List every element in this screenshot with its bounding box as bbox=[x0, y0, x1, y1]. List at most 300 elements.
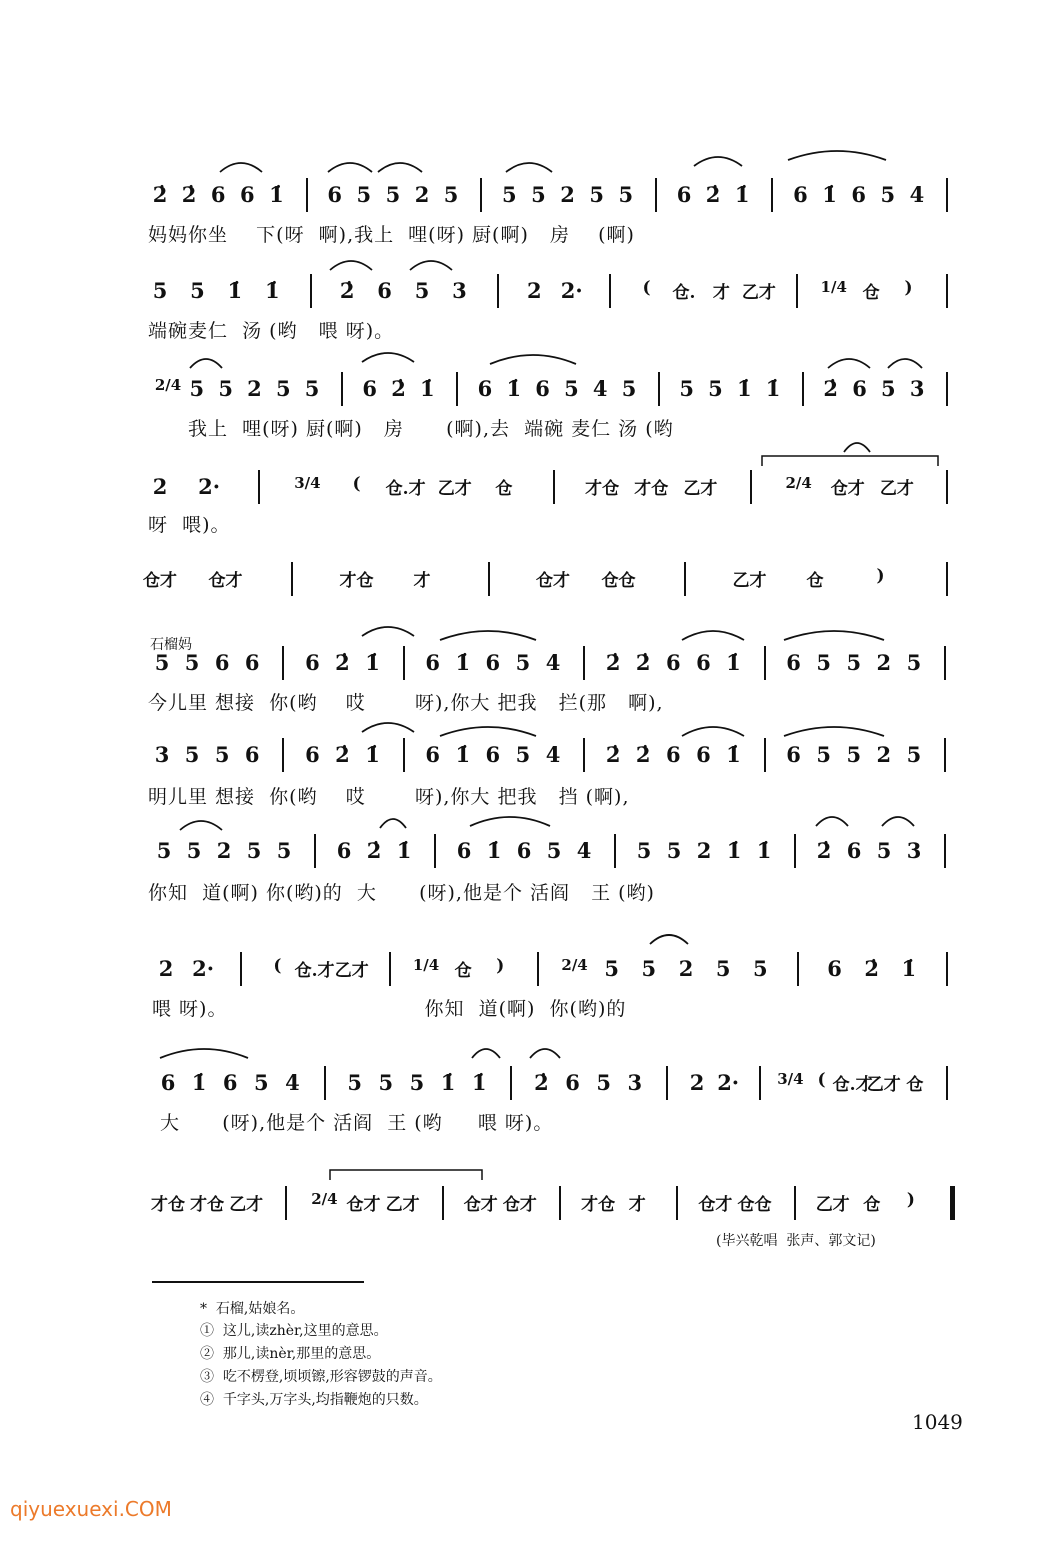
score-note: 6 bbox=[852, 376, 867, 401]
score-note: 2 bbox=[526, 278, 542, 303]
score-note: 1̇ bbox=[726, 742, 741, 767]
score-note: 2̇ bbox=[534, 1070, 549, 1095]
score-note: 6 bbox=[827, 956, 842, 981]
score-note: 5 bbox=[184, 650, 200, 675]
score-note: 仓 bbox=[906, 1075, 924, 1095]
score-note: 6 bbox=[516, 838, 532, 863]
watermark-logo: qiyuexuexi.COM bbox=[10, 1497, 172, 1521]
barline bbox=[946, 952, 948, 986]
score-note: 2 bbox=[216, 838, 232, 863]
score-note: 6 bbox=[786, 650, 801, 675]
slur-arc bbox=[816, 817, 848, 826]
barline bbox=[282, 738, 284, 772]
score-note: 仓.才 bbox=[385, 479, 426, 499]
lyric-line: 大 (呀),他是个 活阎 王 (哟 喂 呀)。 bbox=[160, 1112, 554, 1134]
barline bbox=[609, 274, 611, 308]
score-note: 仓才 bbox=[830, 479, 865, 499]
lyric-line: 呀 喂)。 bbox=[148, 514, 231, 536]
score-note: 5 bbox=[752, 956, 768, 981]
score-note: 5 bbox=[385, 182, 401, 207]
performer-credit: (毕兴乾唱 张声、郭文记) bbox=[716, 1233, 876, 1249]
score-note: 2̇ bbox=[339, 278, 355, 303]
score-note: 仓 bbox=[454, 961, 472, 981]
barline bbox=[559, 1186, 561, 1220]
barline bbox=[442, 1186, 444, 1220]
score-note: 才仓 bbox=[581, 1195, 616, 1215]
barline bbox=[403, 646, 405, 680]
score-note: 乙才 bbox=[229, 1195, 264, 1215]
page-number: 1049 bbox=[912, 1410, 963, 1434]
barline bbox=[403, 738, 405, 772]
barline bbox=[797, 952, 799, 986]
score-note: 仓才 bbox=[143, 571, 177, 591]
slur-arc bbox=[410, 261, 452, 270]
score-note: 2 bbox=[152, 474, 168, 499]
barline bbox=[510, 1066, 512, 1100]
barline bbox=[324, 1066, 326, 1100]
score-note: 6 bbox=[210, 182, 226, 207]
score-note: 仓.才 bbox=[832, 1075, 873, 1095]
score-note: 5 bbox=[254, 1070, 269, 1095]
score-note: 2/4 bbox=[785, 474, 812, 492]
score-note: 2̇ bbox=[605, 742, 621, 767]
slur-arc bbox=[788, 151, 886, 160]
score-note: 仓才 bbox=[698, 1195, 733, 1215]
score-note: 2· bbox=[198, 474, 221, 499]
score-note: 才 bbox=[413, 571, 431, 591]
slur-arc bbox=[362, 627, 414, 636]
score-note: 5 bbox=[846, 742, 862, 767]
barline bbox=[944, 738, 946, 772]
score-note: 才仓 bbox=[634, 479, 669, 499]
barline bbox=[456, 372, 458, 406]
score-note: 4 bbox=[545, 650, 561, 675]
score-note: 乙才 bbox=[334, 961, 369, 981]
score-note: 2̇ bbox=[635, 650, 651, 675]
score-note: 1̇ bbox=[440, 1070, 456, 1095]
barline bbox=[537, 952, 539, 986]
score-note: 1̇ bbox=[420, 376, 435, 401]
score-note: 5 bbox=[190, 278, 205, 303]
score-note: 6 bbox=[160, 1070, 176, 1095]
score-note: 1/4 bbox=[820, 278, 847, 296]
barline bbox=[764, 738, 766, 772]
score-note: 5 bbox=[846, 650, 862, 675]
score-note: 5 bbox=[156, 838, 172, 863]
score-note: ( bbox=[817, 1070, 826, 1090]
score-note: 5 bbox=[679, 376, 694, 401]
score-note: 才 bbox=[628, 1195, 646, 1215]
score-note: 1̇ bbox=[455, 742, 471, 767]
score-note: ( bbox=[273, 956, 282, 976]
score-note: 1̇ bbox=[486, 838, 502, 863]
barline bbox=[434, 834, 436, 868]
score-note: 2̇ bbox=[823, 376, 839, 401]
slur-arc bbox=[682, 727, 744, 736]
score-note: 6 bbox=[240, 182, 255, 207]
score-note: 2̇ bbox=[391, 376, 406, 401]
score-note: 5 bbox=[715, 956, 731, 981]
slur-arc bbox=[784, 727, 884, 736]
barline bbox=[684, 562, 686, 596]
score-note: 2 bbox=[158, 956, 174, 981]
lyric-line: 我上 哩(呀) 厨(啊) 房 (啊),去 端碗 麦仁 汤 (哟 bbox=[188, 418, 674, 440]
score-note: 5 bbox=[378, 1070, 394, 1095]
score-note: 1̇ bbox=[726, 650, 741, 675]
score-note: 4 bbox=[576, 838, 592, 863]
slur-arc bbox=[888, 359, 922, 368]
score-note: 5 bbox=[531, 182, 546, 207]
barline bbox=[759, 1066, 761, 1100]
score-note: 1̇ bbox=[455, 650, 471, 675]
score-note: 6 bbox=[477, 376, 493, 401]
barline bbox=[946, 1066, 948, 1100]
score-note: 2 bbox=[876, 742, 892, 767]
score-note: 1̇ bbox=[756, 838, 772, 863]
barline bbox=[946, 178, 948, 212]
score-note: 3 bbox=[906, 838, 922, 863]
barline bbox=[802, 372, 804, 406]
score-note: 4 bbox=[545, 742, 561, 767]
score-note: 乙才 bbox=[385, 1195, 420, 1215]
score-note: 6 bbox=[327, 182, 342, 207]
score-note: 6 bbox=[456, 838, 472, 863]
slur-arc bbox=[180, 821, 222, 830]
lyric-line: 端碗麦仁 汤 (哟 喂 呀)。 bbox=[148, 320, 395, 342]
score-note: 1̇ bbox=[191, 1070, 207, 1095]
barline bbox=[794, 1186, 796, 1220]
slur-arc bbox=[694, 157, 742, 166]
score-note: 2· bbox=[192, 956, 215, 981]
score-note: 3 bbox=[452, 278, 467, 303]
score-note: 仓仓 bbox=[601, 571, 636, 591]
score-note: 2 bbox=[696, 838, 712, 863]
barline bbox=[750, 470, 752, 504]
score-note: 2̇ bbox=[152, 182, 168, 207]
score-note: 6 bbox=[786, 742, 801, 767]
score-note: 仓才 bbox=[536, 571, 570, 591]
score-note: 6 bbox=[485, 742, 501, 767]
score-note: 5 bbox=[275, 376, 291, 401]
score-note: 仓 bbox=[806, 571, 824, 591]
score-note: 5 bbox=[409, 1070, 425, 1095]
slur-arc bbox=[378, 163, 422, 172]
score-note: 2/4 bbox=[154, 376, 182, 394]
score-note: 2 bbox=[689, 1070, 705, 1095]
score-note: 2̇ bbox=[864, 956, 880, 981]
barline bbox=[658, 372, 660, 406]
score-note: 乙才 bbox=[437, 479, 472, 499]
score-note: 5 bbox=[276, 838, 292, 863]
barline bbox=[306, 178, 308, 212]
score-note: 6 bbox=[696, 742, 711, 767]
score-note: 5 bbox=[154, 650, 170, 675]
score-note: 3 bbox=[909, 376, 925, 401]
barline bbox=[310, 274, 312, 308]
repeat-bracket bbox=[762, 456, 938, 466]
score-note: 才仓 bbox=[190, 1195, 225, 1215]
score-note: 乙才 bbox=[683, 479, 718, 499]
slur-arc bbox=[330, 261, 372, 270]
score-note: 才 bbox=[712, 283, 730, 303]
slur-arc bbox=[650, 935, 688, 944]
lyric-line: 你知 道(啊) 你(哟)的 大 (呀),他是个 活阎 王 (哟) bbox=[148, 882, 655, 904]
score-note: 才仓 bbox=[339, 571, 374, 591]
slur-arc bbox=[470, 817, 550, 826]
score-note: 2̇ bbox=[181, 182, 197, 207]
score-note: 才仓 bbox=[151, 1195, 185, 1215]
score-note: 5 bbox=[443, 182, 459, 207]
barline bbox=[614, 834, 616, 868]
lyric-line: 妈妈你坐 下(呀 啊),我上 哩(呀) 厨(啊) 房 (啊) bbox=[148, 224, 635, 246]
score-note: 仓才 bbox=[208, 571, 243, 591]
score-note: 2 bbox=[560, 182, 575, 207]
score-note: 6 bbox=[793, 182, 808, 207]
score-note: 1̇ bbox=[269, 182, 284, 207]
score-note: 2̇ bbox=[605, 650, 621, 675]
score-note: 1̇ bbox=[365, 650, 380, 675]
barline bbox=[258, 470, 260, 504]
score-note: 6 bbox=[565, 1070, 580, 1095]
footnote-item: * 石榴,姑娘名。 bbox=[200, 1301, 305, 1317]
score-note: 6 bbox=[696, 650, 711, 675]
score-note: 5 bbox=[641, 956, 657, 981]
score-note: ( bbox=[642, 278, 651, 298]
barline bbox=[666, 1066, 668, 1100]
footnote-item: ② 那儿,读nèr,那里的意思。 bbox=[200, 1346, 381, 1362]
score-note: 5 bbox=[546, 838, 562, 863]
barline bbox=[480, 178, 482, 212]
score-note: 5 bbox=[708, 376, 723, 401]
score-note: 6 bbox=[676, 182, 692, 207]
barline bbox=[946, 562, 948, 596]
barline bbox=[796, 274, 798, 308]
score-note: 6 bbox=[336, 838, 352, 863]
score-note: 5 bbox=[596, 1070, 611, 1095]
score-note: 1̇ bbox=[822, 182, 837, 207]
score-note: 5 bbox=[636, 838, 652, 863]
slur-arc bbox=[882, 817, 914, 826]
score-note: 仓才 bbox=[346, 1195, 381, 1215]
barline bbox=[285, 1186, 287, 1220]
score-note: 5 bbox=[218, 376, 233, 401]
slur-arc bbox=[682, 631, 744, 640]
score-note: 1̇ bbox=[227, 278, 243, 303]
footnote-item: ④ 千字头,万字头,均指鞭炮的只数。 bbox=[200, 1392, 428, 1408]
score-note: 3/4 bbox=[294, 474, 321, 492]
barline bbox=[497, 274, 499, 308]
slur-arc bbox=[490, 355, 576, 364]
score-note: 6 bbox=[846, 838, 862, 863]
score-note: 1̇ bbox=[726, 838, 742, 863]
barline bbox=[583, 646, 585, 680]
score-note: 6 bbox=[425, 650, 440, 675]
score-note: 2̇ bbox=[335, 650, 350, 675]
score-note: 5 bbox=[189, 376, 205, 401]
score-note: 1̇ bbox=[365, 742, 380, 767]
score-note: 5 bbox=[564, 376, 579, 401]
score-note: 5 bbox=[356, 182, 372, 207]
score-note: ( bbox=[352, 474, 361, 494]
barline bbox=[946, 470, 948, 504]
slur-arc bbox=[784, 631, 884, 640]
score-note: ) bbox=[906, 1190, 915, 1210]
score-note: 5 bbox=[347, 1070, 363, 1095]
score-note: 5 bbox=[152, 278, 168, 303]
slur-arc bbox=[440, 631, 536, 640]
score-note: 6 bbox=[377, 278, 392, 303]
score-note: 6 bbox=[244, 742, 260, 767]
score-note: 6 bbox=[665, 742, 681, 767]
score-note: 3/4 bbox=[777, 1070, 804, 1088]
lyric-line: 今儿里 想接 你(哟 哎 呀),你大 把我 拦(那 啊), bbox=[148, 692, 664, 714]
score-note: 5 bbox=[184, 742, 200, 767]
score-note: 5 bbox=[246, 838, 262, 863]
barline bbox=[676, 1186, 678, 1220]
score-note: 2· bbox=[717, 1070, 740, 1095]
barline bbox=[946, 274, 948, 308]
barline bbox=[291, 562, 293, 596]
score-note: 乙才 bbox=[866, 1075, 901, 1095]
score-note: ) bbox=[904, 278, 913, 298]
barline bbox=[794, 834, 796, 868]
score-note: 仓 bbox=[862, 283, 880, 303]
slur-arc bbox=[828, 359, 870, 368]
barline bbox=[944, 646, 946, 680]
score-note: 乙才 bbox=[741, 283, 776, 303]
score-note: 5 bbox=[618, 182, 634, 207]
score-note: ) bbox=[876, 566, 885, 586]
score-note: 6 bbox=[485, 650, 501, 675]
barline bbox=[583, 738, 585, 772]
slur-arc bbox=[844, 443, 870, 452]
final-barline bbox=[950, 1186, 955, 1220]
slur-arc bbox=[506, 163, 552, 172]
score-note: 1/4 bbox=[412, 956, 440, 974]
score-note: 1̇ bbox=[396, 838, 412, 863]
score-note: 5 bbox=[876, 838, 892, 863]
score-note: 2̇ bbox=[335, 742, 350, 767]
score-note: 乙才 bbox=[879, 479, 914, 499]
repeat-bracket bbox=[330, 1170, 482, 1180]
speaker-label: 石榴妈 bbox=[150, 637, 192, 653]
slur-arc bbox=[530, 1049, 560, 1058]
lyric-line: 明儿里 想接 你(哟 哎 呀),你大 把我 挡 (啊), bbox=[148, 786, 630, 808]
score-note: 6 bbox=[305, 650, 320, 675]
barline bbox=[944, 834, 946, 868]
slur-arc bbox=[160, 1049, 248, 1058]
slur-arc bbox=[362, 353, 414, 362]
score-note: 2̇ bbox=[816, 838, 832, 863]
score-note: 1̇ bbox=[765, 376, 781, 401]
score-note: 5 bbox=[502, 182, 517, 207]
score-note: 6 bbox=[425, 742, 440, 767]
footnote-rule bbox=[152, 1281, 364, 1283]
score-note: 5 bbox=[589, 182, 604, 207]
score-note: 1̇ bbox=[471, 1070, 487, 1095]
score-note: 5 bbox=[621, 376, 637, 401]
score-note: 6 bbox=[362, 376, 378, 401]
score-note: 5 bbox=[186, 838, 202, 863]
slur-arc bbox=[328, 163, 372, 172]
score-note: 2 bbox=[876, 650, 892, 675]
score-note: 仓才 bbox=[463, 1195, 498, 1215]
score-note: 5 bbox=[816, 650, 831, 675]
score-note: 6 bbox=[214, 650, 230, 675]
barline bbox=[771, 178, 773, 212]
footnote-item: ① 这儿,读zhèr,这里的意思。 bbox=[200, 1323, 388, 1339]
score-note: 2 bbox=[414, 182, 430, 207]
barline bbox=[389, 952, 391, 986]
score-note: 5 bbox=[880, 182, 896, 207]
score-note: 2 bbox=[247, 376, 262, 401]
score-note: 5 bbox=[515, 650, 531, 675]
score-note: 1̇ bbox=[736, 376, 752, 401]
score-note: 乙才 bbox=[732, 571, 767, 591]
score-note: 6 bbox=[222, 1070, 238, 1095]
score-note: ) bbox=[496, 956, 505, 976]
score-note: 1̇ bbox=[264, 278, 280, 303]
score-note: 1̇ bbox=[734, 182, 750, 207]
score-note: 2/4 bbox=[311, 1190, 338, 1208]
score-note: 仓. bbox=[672, 283, 696, 303]
score-note: 6 bbox=[305, 742, 320, 767]
score-note: 2̇ bbox=[705, 182, 721, 207]
barline bbox=[282, 646, 284, 680]
score-note: 仓.才 bbox=[294, 961, 335, 981]
barline bbox=[655, 178, 657, 212]
slur-arc bbox=[472, 1049, 500, 1058]
score-note: 仓 bbox=[495, 479, 513, 499]
score-note: 6 bbox=[665, 650, 681, 675]
score-note: 1̇ bbox=[506, 376, 522, 401]
score-note: 4 bbox=[909, 182, 925, 207]
score-note: 5 bbox=[304, 376, 320, 401]
score-note: 5 bbox=[604, 956, 620, 981]
score-note: 2/4 bbox=[561, 956, 588, 974]
score-note: 2̇ bbox=[635, 742, 651, 767]
barline bbox=[314, 834, 316, 868]
score-note: 5 bbox=[816, 742, 831, 767]
score-note: 4 bbox=[285, 1070, 300, 1095]
barline bbox=[764, 646, 766, 680]
score-note: 5 bbox=[906, 742, 922, 767]
score-note: 6 bbox=[535, 376, 550, 401]
score-note: 仓仓 bbox=[737, 1195, 772, 1215]
score-note: 仓才 bbox=[502, 1195, 537, 1215]
score-note: 5 bbox=[414, 278, 430, 303]
score-note: 6 bbox=[851, 182, 866, 207]
score-note: 2· bbox=[560, 278, 583, 303]
score-note: 5 bbox=[515, 742, 531, 767]
score-note: 6 bbox=[244, 650, 260, 675]
score-note: 仓 bbox=[863, 1195, 881, 1215]
score-note: 4 bbox=[592, 376, 608, 401]
score-note: 3 bbox=[154, 742, 170, 767]
score-note: 3 bbox=[627, 1070, 643, 1095]
barline bbox=[946, 372, 948, 406]
barline bbox=[240, 952, 242, 986]
score-note: 5 bbox=[214, 742, 230, 767]
lyric-line: 喂 呀)。 你知 道(啊) 你(哟)的 bbox=[152, 998, 627, 1020]
score-note: 才仓 bbox=[585, 479, 620, 499]
score-note: 5 bbox=[906, 650, 922, 675]
barline bbox=[488, 562, 490, 596]
slur-arc bbox=[220, 163, 262, 172]
score-note: 2 bbox=[678, 956, 694, 981]
score-note: 乙才 bbox=[815, 1195, 850, 1215]
score-note: 5 bbox=[881, 376, 896, 401]
